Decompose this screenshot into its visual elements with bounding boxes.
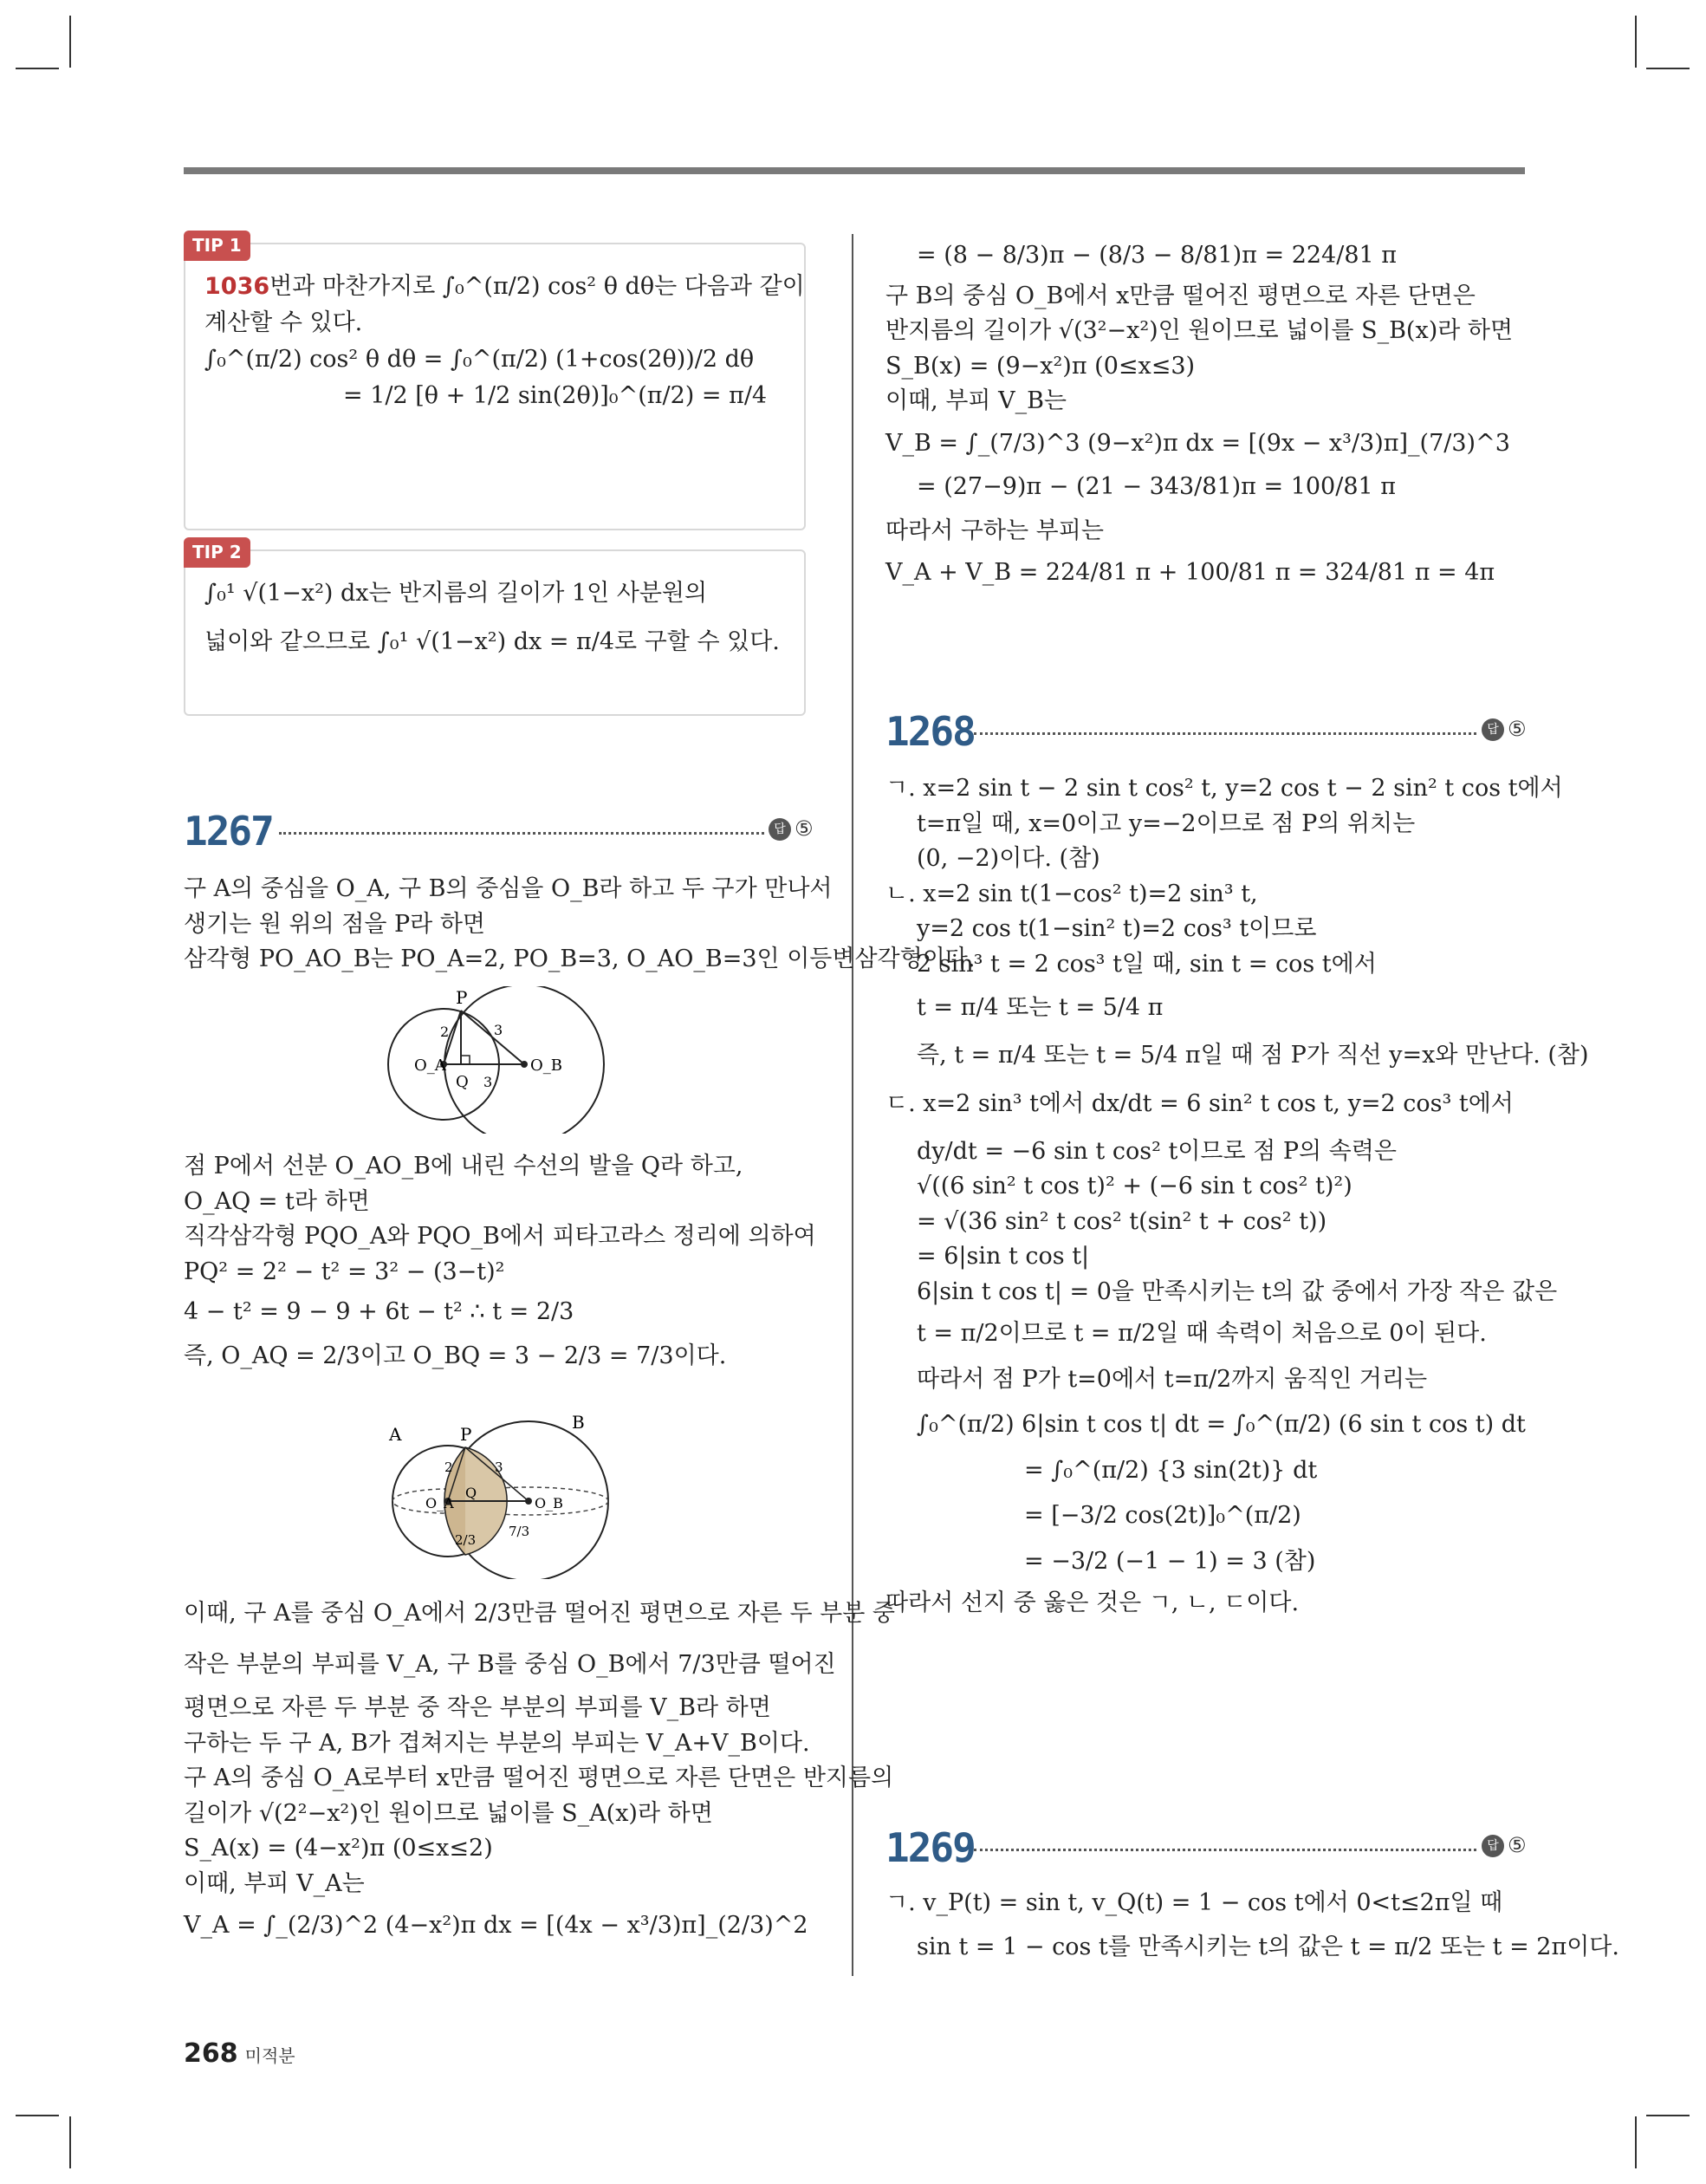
label-ob: O_B [535, 1495, 563, 1511]
tip-2-tag: TIP 2 [184, 537, 250, 568]
text-line: 이때, 구 A를 중심 O_A에서 2/3만큼 떨어진 평면으로 자른 두 부분 중 [184, 1600, 895, 1627]
text-line: sin t = 1 − cos t를 만족시키는 t의 값은 t = π/2 또는 t = 2π이다. [917, 1933, 1619, 1960]
text-line: ㄴ. x=2 sin t(1−cos² t)=2 sin³ t, [885, 880, 1258, 907]
answer-badge: 답 ⑤ [1482, 1833, 1527, 1857]
label-ob: O_B [530, 1056, 562, 1075]
figure-two-circles [381, 986, 615, 1134]
text-line: 즉, O_AQ = 2/3이고 O_BQ = 3 − 2/3 = 7/3이다. [184, 1342, 727, 1369]
tip-1-line: 1036번과 마찬가지로 ∫₀^(π/2) cos² θ dθ는 다음과 같이 [204, 273, 805, 300]
subject-label: 미적분 [244, 2045, 295, 2066]
right-angle-mark [461, 1056, 470, 1064]
label-3b: 3 [483, 1074, 493, 1090]
label-3: 3 [495, 1459, 503, 1475]
page-number: 268 [184, 2038, 238, 2069]
tip-2-line: ∫₀¹ √(1−x²) dx는 반지름의 길이가 1인 사분원의 [204, 580, 708, 607]
text-line: 반지름의 길이가 √(3²−x²)인 원이므로 넓이를 S_B(x)라 하면 [885, 317, 1514, 344]
label-q: Q [465, 1485, 477, 1501]
text-line: 삼각형 PO_AO_B는 PO_A=2, PO_B=3, O_AO_B=3인 이등변삼각형이다. [184, 946, 976, 972]
text-line: 이때, 부피 V_B는 [885, 387, 1067, 414]
tip-1-box [184, 235, 806, 530]
text-line: 구하는 두 구 A, B가 겹쳐지는 부분의 부피는 V_A+V_B이다. [184, 1729, 810, 1757]
text-line: 길이가 √(2²−x²)인 원이므로 넓이를 S_A(x)라 하면 [184, 1799, 713, 1827]
page-footer [184, 2038, 295, 2069]
problem-number: 1267 [184, 808, 273, 855]
text-line: 구 A의 중심 O_A로부터 x만큼 떨어진 평면으로 자른 단면은 반지름의 [184, 1765, 894, 1791]
header-rule [184, 167, 1525, 174]
point-ob [525, 1498, 532, 1505]
crop-mark [1646, 2115, 1690, 2116]
text-line: S_B(x) = (9−x²)π (0≤x≤3) [885, 352, 1196, 380]
text-line: V_B = ∫_(7/3)^3 (9−x²)π dx = [(9x − x³/3)π]_(7/3)^3 [885, 429, 1510, 457]
label-frac-7-3: 7/3 [509, 1524, 530, 1539]
text-line: 6|sin t cos t| = 0을 만족시키는 t의 값 중에서 가장 작은 값은 [917, 1277, 1558, 1305]
text-line: 점 P에서 선분 O_AO_B에 내린 수선의 발을 Q라 하고, [184, 1153, 743, 1180]
text-line: O_AQ = t라 하면 [184, 1187, 370, 1215]
text-line: 따라서 점 P가 t=0에서 t=π/2까지 움직인 거리는 [917, 1365, 1428, 1393]
text-line: S_A(x) = (4−x²)π (0≤x≤2) [184, 1835, 493, 1862]
label-oa: O_A [425, 1495, 454, 1511]
tip-1-tag: TIP 1 [184, 231, 250, 261]
text-line: = ∫₀^(π/2) {3 sin(2t)} dt [1024, 1456, 1318, 1484]
text-line: PQ² = 2² − t² = 3² − (3−t)² [184, 1258, 505, 1285]
problem-number: 1269 [885, 1824, 975, 1871]
crop-mark [16, 68, 59, 69]
text-line: = 6|sin t cos t| [917, 1243, 1090, 1270]
tip-2-line: 넓이와 같으므로 ∫₀¹ √(1−x²) dx = π/4로 구할 수 있다. [204, 627, 780, 655]
text-line: 따라서 선지 중 옳은 것은 ㄱ, ㄴ, ㄷ이다. [885, 1589, 1300, 1616]
label-2: 2 [444, 1459, 453, 1475]
text-line: 4 − t² = 9 − 9 + 6t − t² ∴ t = 2/3 [184, 1298, 574, 1325]
tip-1-ref: 1036 [204, 273, 270, 300]
crop-mark [69, 2116, 71, 2168]
text-line: ㄱ. v_P(t) = sin t, v_Q(t) = 1 − cos t에서 0<t≤2π일 때 [885, 1889, 1503, 1916]
text-line: t = π/4 또는 t = 5/4 π [917, 994, 1164, 1021]
text-line: = [−3/2 cos(2t)]₀^(π/2) [1024, 1502, 1301, 1529]
label-p: P [456, 987, 468, 1008]
dotted-leader [279, 832, 764, 835]
answer-badge: 답 ⑤ [1482, 717, 1527, 741]
segment-pob [461, 1011, 524, 1064]
text-line: (0, −2)이다. (참) [917, 845, 1100, 872]
crop-mark [69, 16, 71, 68]
problem-1267-text-a [184, 872, 975, 978]
label-2: 2 [440, 1024, 450, 1040]
text-line: 구 B의 중심 O_B에서 x만큼 떨어진 평면으로 자른 단면은 [885, 282, 1476, 309]
tip-2-box [184, 542, 806, 716]
text-line: = −3/2 (−1 − 1) = 3 (참) [1024, 1547, 1316, 1575]
text-line: dy/dt = −6 sin t cos² t이므로 점 P의 속력은 [917, 1137, 1397, 1165]
text-line: 이때, 부피 V_A는 [184, 1869, 365, 1897]
text-line: = (8 − 8/3)π − (8/3 − 8/81)π = 224/81 π [917, 242, 1398, 269]
text-line: t = π/2이므로 t = π/2일 때 속력이 처음으로 0이 된다. [917, 1320, 1487, 1347]
problem-1267-text-c [184, 1596, 895, 1944]
problem-1268-header [885, 708, 1527, 760]
text-line: 작은 부분의 부피를 V_A, 구 B를 중심 O_B에서 7/3만큼 떨어진 [184, 1650, 836, 1678]
crop-mark [16, 2115, 59, 2116]
problem-number: 1268 [885, 708, 975, 755]
tip-1-line: 계산할 수 있다. [204, 309, 363, 336]
label-frac-2-3: 2/3 [455, 1532, 477, 1548]
text-line: 평면으로 자른 두 부분 중 작은 부분의 부피를 V_B라 하면 [184, 1694, 771, 1721]
dotted-leader [974, 1849, 1476, 1851]
text-line: 따라서 구하는 부피는 [885, 517, 1104, 544]
problem-1268-text [885, 771, 1589, 1622]
text-line: √((6 sin² t cos t)² + (−6 sin t cos² t)²) [917, 1173, 1352, 1199]
right-continuation [885, 238, 1513, 591]
text-line: ∫₀^(π/2) 6|sin t cos t| dt = ∫₀^(π/2) (6 sin t cos t) dt [917, 1411, 1526, 1438]
crop-mark [1646, 68, 1690, 69]
text-line: 구 A의 중심을 O_A, 구 B의 중심을 O_B라 하고 두 구가 만나서 [184, 875, 833, 902]
answer-badge: 답 ⑤ [769, 816, 814, 841]
label-oa: O_A [414, 1056, 446, 1075]
problem-1269-header [885, 1824, 1527, 1876]
circle-b [444, 986, 604, 1134]
text-line: V_A + V_B = 224/81 π + 100/81 π = 324/81 π = 4π [885, 559, 1495, 586]
label-3a: 3 [494, 1022, 503, 1038]
text-line: ㄷ. x=2 sin³ t에서 dx/dt = 6 sin² t cos t, y=2 cos³ t에서 [885, 1090, 1514, 1117]
text-line: 직각삼각형 PQO_A와 PQO_B에서 피타고라스 정리에 의하여 [184, 1223, 816, 1250]
tip-1-line: ∫₀^(π/2) cos² θ dθ = ∫₀^(π/2) (1+cos(2θ))/2 dθ [204, 345, 755, 373]
crop-mark [1635, 2116, 1637, 2168]
text-line: = (27−9)π − (21 − 343/81)π = 100/81 π [917, 473, 1397, 500]
text-line: ㄱ. x=2 sin t − 2 sin t cos² t, y=2 cos t − 2 sin² t cos t에서 [885, 775, 1563, 802]
text-line: 2 sin³ t = 2 cos³ t일 때, sin t = cos t에서 [917, 950, 1377, 978]
text-line: y=2 cos t(1−sin² t)=2 cos³ t이므로 [917, 915, 1317, 942]
point-ob [521, 1061, 528, 1068]
label-b: B [572, 1414, 585, 1433]
label-a: A [389, 1424, 402, 1445]
text-line: = √(36 sin² t cos² t(sin² t + cos² t)) [917, 1207, 1327, 1235]
text-line: t=π일 때, x=0이고 y=−2이므로 점 P의 위치는 [917, 809, 1416, 837]
figure-two-spheres [386, 1414, 619, 1579]
dotted-leader [974, 732, 1476, 735]
text-line: V_A = ∫_(2/3)^2 (4−x²)π dx = [(4x − x³/3)π]_(2/3)^2 [184, 1912, 808, 1939]
crop-mark [1635, 16, 1637, 68]
problem-1267-header [184, 808, 816, 860]
text-line: 즉, t = π/4 또는 t = 5/4 π일 때 점 P가 직선 y=x와 만난다. (참) [917, 1041, 1589, 1069]
tip-1-line: = 1/2 [θ + 1/2 sin(2θ)]₀^(π/2) = π/4 [343, 381, 768, 409]
label-q: Q [456, 1073, 469, 1091]
problem-1267-text-b [184, 1149, 816, 1374]
problem-1269-text [885, 1886, 1619, 1965]
text-line: 생기는 원 위의 점을 P라 하면 [184, 910, 485, 938]
label-p: P [460, 1424, 472, 1445]
